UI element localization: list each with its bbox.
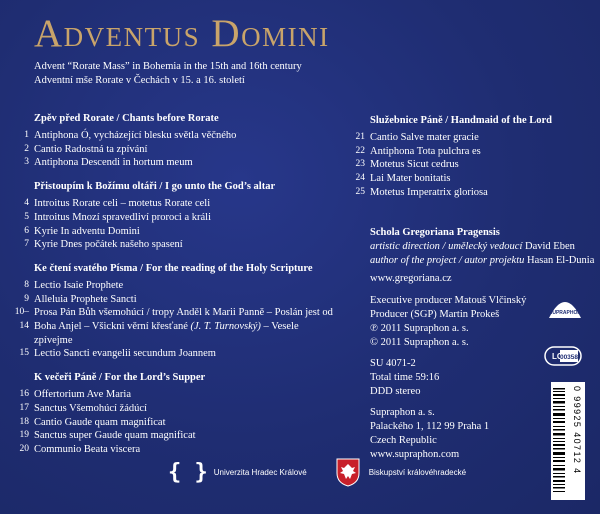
section-heading: K večeři Páně / For the Lord’s Supper (34, 372, 206, 384)
author-label: author of the project / autor projektu (370, 255, 525, 266)
track-number: 22 (355, 145, 365, 156)
svg-text:LC: LC (552, 352, 563, 361)
section-lords-supper (6, 371, 334, 457)
track-row (342, 158, 582, 172)
track-row (6, 416, 334, 430)
publisher-block (370, 406, 489, 462)
track-title: Communio Beata viscera (34, 443, 141, 455)
credits-block (370, 294, 526, 350)
direction-label: artistic direction / umělecký vedoucí (370, 241, 523, 252)
composer-note: (J. T. Turnovský) (190, 321, 261, 333)
track-title (34, 306, 334, 347)
track-row (342, 186, 582, 200)
track-row (6, 388, 334, 402)
director-name: David Eben (525, 241, 575, 252)
track-row (6, 347, 334, 361)
track-number: 25 (355, 186, 365, 197)
audio-format: DDD stereo (370, 386, 421, 397)
track-title: Antiphona Tota pulchra es (370, 145, 481, 157)
performers-block (370, 226, 594, 286)
track-number: 1 (24, 130, 29, 140)
supraphon-logo-text: SUPRAPHON (549, 310, 581, 316)
track-number: 19 (19, 430, 29, 441)
track-row (6, 225, 334, 239)
section-heading: Služebnice Páně / Handmaid of the Lord (370, 115, 553, 126)
track-number: 16 (19, 389, 29, 400)
track-row (6, 197, 334, 211)
track-number: 21 (355, 132, 365, 142)
track-number: 24 (355, 173, 365, 184)
track-title: Sanctus Všemohúcí žádúcí (34, 402, 147, 414)
artistic-direction (370, 240, 594, 254)
track-row (342, 145, 582, 159)
track-row (6, 143, 334, 157)
tracklist-left (6, 112, 334, 467)
album-subtitle (34, 60, 302, 88)
section-heading: Přistoupím k Božímu oltáři / I go unto the God’s altar (34, 181, 276, 193)
track-number: 6 (24, 225, 29, 236)
track-number: 15 (19, 348, 29, 359)
track-row (6, 238, 334, 252)
section-holy-scripture (6, 262, 334, 361)
section-chants-before-rorate (6, 112, 334, 170)
author-name: Hasan El-Dunia (527, 255, 595, 266)
barcode-digits: 0 99925 40712 4 (572, 386, 582, 475)
track-row (6, 129, 334, 143)
track-title: Kyrie In adventu Domini (34, 225, 140, 237)
track-number: 10–14 (14, 307, 29, 332)
track-title-main: Prosa Pán Bůh všemohúcí / tropy Anděl k Marii Panně – Poslán jest od Boha Anjel – Všickni věrní křesťané (34, 307, 333, 333)
track-title: Cantio Gaude quam magnificat (34, 416, 166, 428)
track-title: Introitus Mnozí spravedliví proroci a králi (34, 211, 211, 223)
track-row (6, 306, 334, 347)
track-row (342, 172, 582, 186)
coat-of-arms-icon (335, 457, 361, 487)
track-title: Alleluia Prophete Sancti (34, 293, 137, 305)
track-number: 5 (24, 211, 29, 222)
track-row (6, 211, 334, 225)
p-line: ℗ 2011 Supraphon a. s. (370, 323, 469, 334)
subtitle-czech: Adventní mše Rorate v Čechách v 15. a 16. století (34, 75, 245, 86)
track-title: Sanctus super Gaude quam magnificat (34, 430, 196, 442)
track-title: Offertorium Ave Maria (34, 389, 131, 401)
track-row (6, 156, 334, 170)
executive-producer: Executive producer Matouš Vlčinský (370, 295, 527, 306)
track-row (6, 443, 334, 457)
section-heading: Ke čtení svatého Písma / For the reading of the Holy Scripture (34, 262, 313, 274)
track-row (342, 131, 582, 145)
publisher-website: www.supraphon.com (370, 449, 460, 460)
bishopric-name: Biskupství královéhradecké (368, 467, 467, 477)
track-title: Introitus Rorate celi – motetus Rorate celi (34, 198, 211, 210)
album-title: Adventus Domini (34, 12, 330, 55)
total-time: Total time 59:16 (370, 372, 440, 383)
sponsor-logos (168, 457, 466, 487)
publisher-street: Palackého 1, 112 99 Praha 1 (370, 421, 490, 432)
track-number: 20 (19, 443, 29, 454)
track-number: 23 (355, 159, 365, 170)
track-title: Kyrie Dnes počátek našeho spasení (34, 239, 183, 251)
track-row (6, 429, 334, 443)
label-code-icon (544, 346, 582, 366)
track-number: 9 (24, 293, 29, 304)
track-title: Lai Mater bonitatis (370, 173, 451, 185)
track-title: Motetus Sicut cedrus (370, 159, 459, 171)
svg-text:00358: 00358 (559, 354, 579, 361)
publisher-name: Supraphon a. s. (370, 407, 435, 418)
track-title: Antiphona Ó, vycházející blesku světla věčného (34, 130, 237, 141)
catalog-block (370, 357, 439, 399)
track-title: Antiphona Descendi in hortum meum (34, 157, 193, 169)
track-row (6, 279, 334, 293)
subtitle-english: Advent “Rorate Mass” in Bohemia in the 15th and 16th century (34, 61, 302, 72)
project-author (370, 254, 594, 268)
publisher-country: Czech Republic (370, 435, 437, 446)
track-number: 4 (24, 198, 29, 209)
track-number: 17 (19, 402, 29, 413)
tracklist-right (342, 114, 582, 200)
track-number: 7 (24, 239, 29, 250)
track-title: Motetus Imperatrix gloriosa (370, 186, 488, 198)
track-title: Cantio Radostná ta zpívání (34, 143, 148, 155)
track-row (6, 402, 334, 416)
track-title: Lectio Isaie Prophete (34, 279, 124, 291)
track-number: 2 (24, 143, 29, 154)
track-number: 18 (19, 416, 29, 427)
section-gods-altar (6, 180, 334, 252)
c-line: © 2011 Supraphon a. s. (370, 337, 469, 348)
university-braces-icon: { } (168, 459, 208, 485)
supraphon-logo-icon (547, 292, 583, 320)
track-title: Lectio Sancti evangelii secundum Joannem (34, 348, 216, 360)
ensemble-website: www.gregoriana.cz (370, 273, 452, 284)
catalog-number: SU 4071-2 (370, 358, 416, 369)
track-title-end: – Vesele zpívejme (34, 321, 299, 346)
track-number: 8 (24, 279, 29, 290)
track-title: Cantio Salve mater gracie (370, 132, 479, 143)
ensemble-name: Schola Gregoriana Pragensis (370, 227, 500, 238)
university-name: Univerzita Hradec Králové (213, 467, 307, 477)
producer: Producer (SGP) Martin Prokeš (370, 309, 500, 320)
track-number: 3 (24, 157, 29, 168)
section-heading: Zpěv před Rorate / Chants before Rorate (34, 113, 219, 124)
track-row (6, 293, 334, 307)
